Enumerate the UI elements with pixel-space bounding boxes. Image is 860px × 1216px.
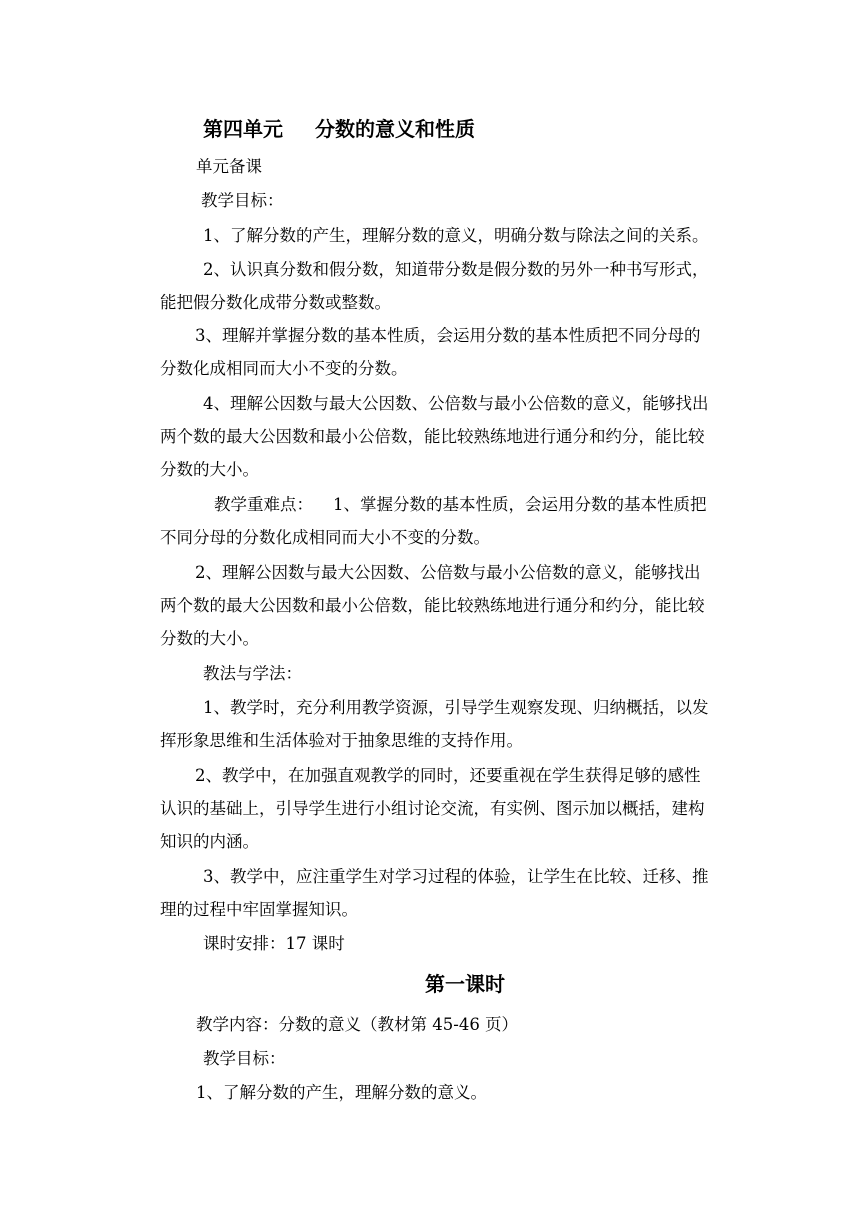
key-points-line <box>214 495 707 515</box>
lesson-objectives-heading: 教学目标： <box>203 1049 286 1068</box>
objective-item-cont: 能把假分数化成带分数或整数。 <box>160 293 391 312</box>
objective-item: 2、认识真分数和假分数，知道带分数是假分数的另外一种书写形式， <box>203 260 709 279</box>
objective-item: 3、理解并掌握分数的基本性质，会运用分数的基本性质把不同分母的 <box>195 326 701 345</box>
method-item-cont: 理的过程中牢固掌握知识。 <box>160 900 358 919</box>
key-points-heading: 教学重难点： <box>214 495 313 514</box>
unit-name: 分数的意义和性质 <box>315 117 475 141</box>
key-point-item-cont: 不同分母的分数化成相同而大小不变的分数。 <box>160 528 490 547</box>
key-point-item-cont: 两个数的最大公因数和最小公倍数，能比较熟练地进行通分和约分，能比较 <box>160 596 705 615</box>
objective-item-cont: 分数的大小。 <box>160 460 259 479</box>
methods-heading: 教法与学法： <box>203 664 302 683</box>
key-point-item: 1、掌握分数的基本性质，会运用分数的基本性质把 <box>333 495 707 514</box>
key-point-item-cont: 分数的大小。 <box>160 629 259 648</box>
objective-item-cont: 分数化成相同而大小不变的分数。 <box>160 359 408 378</box>
method-item-cont: 挥形象思维和生活体验对于抽象思维的支持作用。 <box>160 731 523 750</box>
key-point-item: 2、理解公因数与最大公因数、公倍数与最小公倍数的意义，能够找出 <box>195 563 701 582</box>
method-item: 3、教学中，应注重学生对学习过程的体验，让学生在比较、迁移、推 <box>203 867 709 886</box>
method-item-cont: 认识的基础上，引导学生进行小组讨论交流，有实例、图示加以概括，建构 <box>160 799 705 818</box>
objective-item: 1、了解分数的产生，理解分数的意义，明确分数与除法之间的关系。 <box>203 226 709 245</box>
unit-heading <box>203 117 475 141</box>
method-item: 1、教学时，充分利用教学资源，引导学生观察发现、归纳概括，以发 <box>203 698 709 717</box>
lesson-objective-item: 1、了解分数的产生，理解分数的意义。 <box>196 1083 487 1102</box>
objective-item-cont: 两个数的最大公因数和最小公倍数，能比较熟练地进行通分和约分，能比较 <box>160 427 705 446</box>
unit-label: 第四单元 <box>203 117 283 141</box>
objective-item: 4、理解公因数与最大公因数、公倍数与最小公倍数的意义，能够找出 <box>203 394 709 413</box>
schedule-text: 课时安排：17 课时 <box>203 934 345 953</box>
lesson-content: 教学内容：分数的意义（教材第 45-46 页） <box>196 1015 519 1034</box>
method-item: 2、教学中，在加强直观教学的同时，还要重视在学生获得足够的感性 <box>195 766 701 785</box>
objectives-heading: 教学目标： <box>201 191 284 210</box>
lesson-title: 第一课时 <box>425 972 505 996</box>
unit-prep-label: 单元备课 <box>196 157 262 176</box>
method-item-cont: 知识的内涵。 <box>160 832 259 851</box>
